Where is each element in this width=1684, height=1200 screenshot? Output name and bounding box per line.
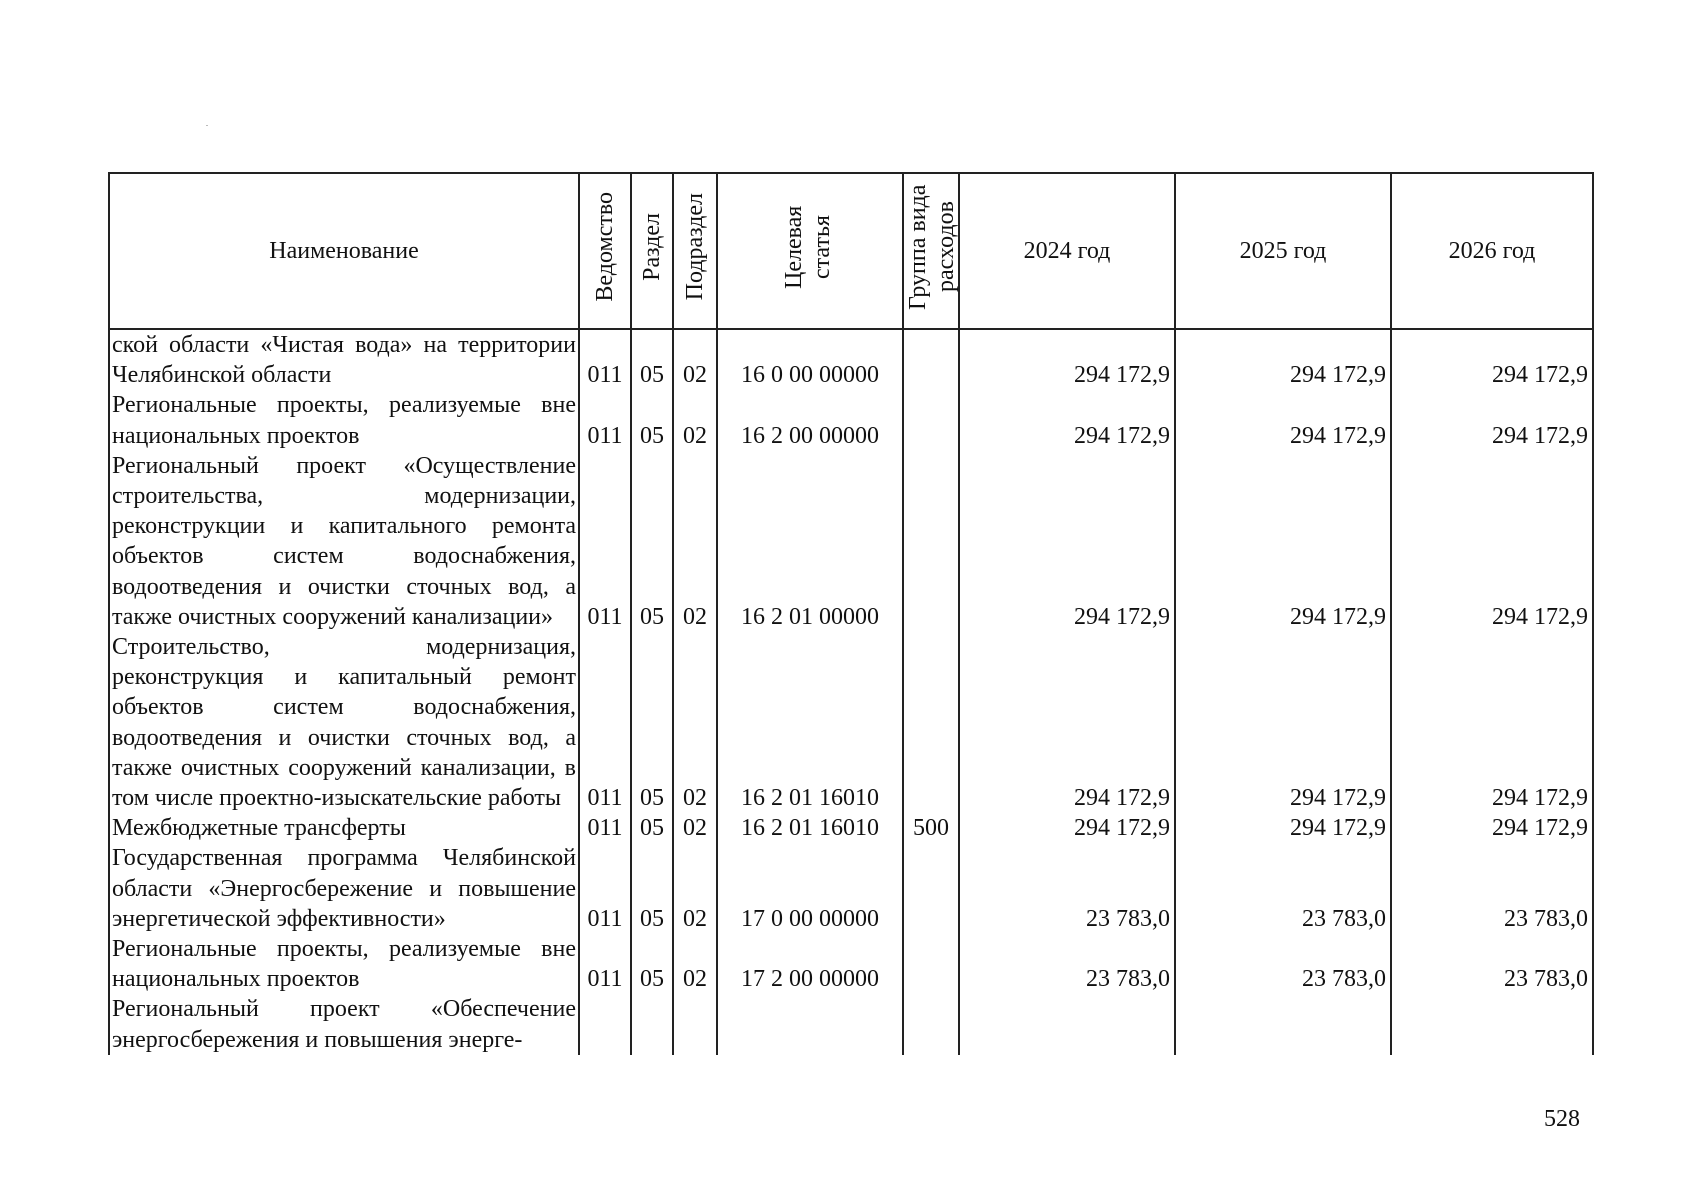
row-subsection: 02 bbox=[673, 843, 717, 934]
row-value-2024: 294 172,9 bbox=[959, 813, 1175, 843]
row-expense-group bbox=[903, 390, 959, 450]
row-subsection bbox=[673, 994, 717, 1054]
row-value-2026: 23 783,0 bbox=[1391, 934, 1593, 994]
row-dept: 011 bbox=[579, 329, 631, 390]
table-row bbox=[109, 843, 1593, 934]
header-name: Наименование bbox=[109, 173, 579, 329]
row-value-2024 bbox=[959, 994, 1175, 1054]
table-row bbox=[109, 632, 1593, 813]
row-dept: 011 bbox=[579, 451, 631, 632]
table-row bbox=[109, 813, 1593, 843]
row-target: 16 2 01 16010 bbox=[717, 813, 903, 843]
row-section bbox=[631, 994, 673, 1054]
row-name: ской области «Чистая вода» на территории Челябинской области bbox=[109, 329, 579, 390]
row-target: 16 2 01 00000 bbox=[717, 451, 903, 632]
row-subsection: 02 bbox=[673, 632, 717, 813]
row-expense-group bbox=[903, 843, 959, 934]
row-subsection: 02 bbox=[673, 934, 717, 994]
header-expense-group: Группа вида расходов bbox=[903, 173, 959, 329]
row-name: Региональные проекты, реализуемые вне национальных проектов bbox=[109, 390, 579, 450]
row-name: Региональный проект «Осуществление строительства, модернизации, реконструкции и капитального ремонта объектов систем водоснабжения, водоотведения и очистки сточных вод, а также очистных сооружений канализации» bbox=[109, 451, 579, 632]
header-subsection: Подраздел bbox=[673, 173, 717, 329]
row-value-2026: 294 172,9 bbox=[1391, 390, 1593, 450]
row-value-2025: 294 172,9 bbox=[1175, 632, 1391, 813]
row-expense-group bbox=[903, 451, 959, 632]
row-value-2024: 23 783,0 bbox=[959, 843, 1175, 934]
row-target: 16 2 01 16010 bbox=[717, 632, 903, 813]
row-value-2025: 294 172,9 bbox=[1175, 329, 1391, 390]
row-value-2024: 294 172,9 bbox=[959, 632, 1175, 813]
row-expense-group bbox=[903, 934, 959, 994]
row-subsection: 02 bbox=[673, 451, 717, 632]
row-value-2026: 294 172,9 bbox=[1391, 813, 1593, 843]
row-section: 05 bbox=[631, 813, 673, 843]
scan-speck bbox=[206, 125, 208, 126]
table-row bbox=[109, 994, 1593, 1054]
row-target: 17 2 00 00000 bbox=[717, 934, 903, 994]
row-section: 05 bbox=[631, 390, 673, 450]
row-value-2024: 294 172,9 bbox=[959, 451, 1175, 632]
row-value-2025: 294 172,9 bbox=[1175, 813, 1391, 843]
row-value-2024: 294 172,9 bbox=[959, 390, 1175, 450]
header-2025: 2025 год bbox=[1175, 173, 1391, 329]
row-name: Межбюджетные трансферты bbox=[109, 813, 579, 843]
row-value-2026: 23 783,0 bbox=[1391, 843, 1593, 934]
row-name: Государственная программа Челябинской области «Энергосбережение и повышение энергетической эффективности» bbox=[109, 843, 579, 934]
row-value-2025 bbox=[1175, 994, 1391, 1054]
row-expense-group bbox=[903, 632, 959, 813]
row-dept: 011 bbox=[579, 813, 631, 843]
table-row bbox=[109, 934, 1593, 994]
header-target: Целевая статья bbox=[717, 173, 903, 329]
row-section: 05 bbox=[631, 451, 673, 632]
row-value-2025: 23 783,0 bbox=[1175, 843, 1391, 934]
row-dept: 011 bbox=[579, 632, 631, 813]
row-subsection: 02 bbox=[673, 329, 717, 390]
row-target: 16 0 00 00000 bbox=[717, 329, 903, 390]
row-value-2026: 294 172,9 bbox=[1391, 632, 1593, 813]
row-value-2024: 294 172,9 bbox=[959, 329, 1175, 390]
row-name: Региональные проекты, реализуемые вне национальных проектов bbox=[109, 934, 579, 994]
row-target: 16 2 00 00000 bbox=[717, 390, 903, 450]
header-section: Раздел bbox=[631, 173, 673, 329]
row-expense-group bbox=[903, 329, 959, 390]
row-name: Строительство, модернизация, реконструкция и капитальный ремонт объектов систем водоснабжения, водоотведения и очистки сточных вод, а также очистных сооружений канализации, в том числе проектно-изыскательские работы bbox=[109, 632, 579, 813]
row-target: 17 0 00 00000 bbox=[717, 843, 903, 934]
table-row bbox=[109, 329, 1593, 390]
row-name: Региональный проект «Обеспечение энергосбережения и повышения энерге- bbox=[109, 994, 579, 1054]
header-2026: 2026 год bbox=[1391, 173, 1593, 329]
header-dept: Ведомство bbox=[579, 173, 631, 329]
row-value-2026: 294 172,9 bbox=[1391, 329, 1593, 390]
budget-table bbox=[108, 172, 1594, 1055]
header-row bbox=[109, 173, 1593, 329]
row-target bbox=[717, 994, 903, 1054]
header-2024: 2024 год bbox=[959, 173, 1175, 329]
table-row bbox=[109, 390, 1593, 450]
row-value-2024: 23 783,0 bbox=[959, 934, 1175, 994]
row-subsection: 02 bbox=[673, 390, 717, 450]
row-expense-group: 500 bbox=[903, 813, 959, 843]
page-number: 528 bbox=[1544, 1106, 1580, 1132]
row-value-2025: 294 172,9 bbox=[1175, 451, 1391, 632]
row-section: 05 bbox=[631, 843, 673, 934]
row-dept bbox=[579, 994, 631, 1054]
row-expense-group bbox=[903, 994, 959, 1054]
row-subsection: 02 bbox=[673, 813, 717, 843]
row-value-2025: 23 783,0 bbox=[1175, 934, 1391, 994]
row-section: 05 bbox=[631, 934, 673, 994]
table-row bbox=[109, 451, 1593, 632]
row-section: 05 bbox=[631, 632, 673, 813]
row-dept: 011 bbox=[579, 843, 631, 934]
row-value-2026: 294 172,9 bbox=[1391, 451, 1593, 632]
row-dept: 011 bbox=[579, 934, 631, 994]
row-section: 05 bbox=[631, 329, 673, 390]
row-value-2025: 294 172,9 bbox=[1175, 390, 1391, 450]
row-dept: 011 bbox=[579, 390, 631, 450]
row-value-2026 bbox=[1391, 994, 1593, 1054]
